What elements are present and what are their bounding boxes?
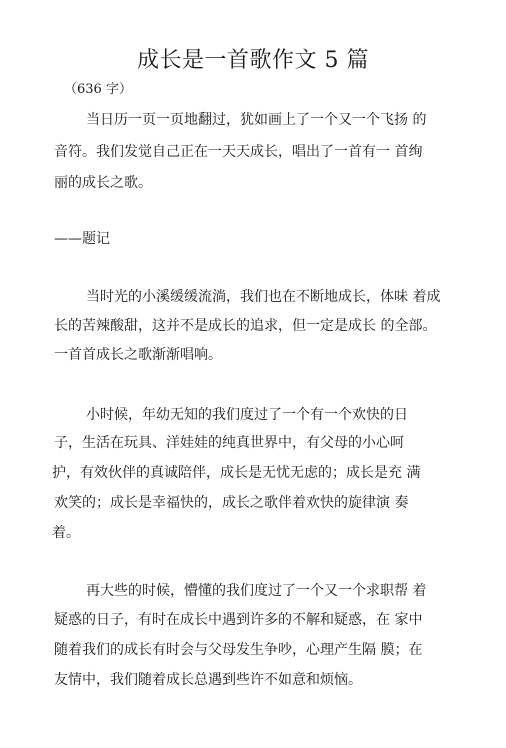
paragraph-line: 着。 [52,525,80,541]
paragraph-line: 欢笑的；成长是幸福快的，成长之歌伴着欢快的旋律演 奏 [54,495,409,511]
paragraph-line: 子，生活在玩具、洋娃娃的纯真世界中，有父母的小心呵 [54,435,404,451]
paragraph-line: 再大些的时候，懵懂的我们度过了一个又一个求职帮 着 [86,583,427,599]
paragraph-line: 护，有效伙伴的真诚陪伴，成长是无忧无虑的；成长是充 满 [52,465,421,481]
paragraph-line: 随着我们的成长有时会与父母发生争吵，心理产生隔 膜；在 [54,642,423,658]
paragraph-line: 一首首成长之歌渐渐唱响。 [54,347,222,363]
paragraph-line: 小时候，年幼无知的我们度过了一个有一个欢快的日 [86,407,408,423]
paragraph-line: 丽的成长之歌。 [54,175,152,191]
paragraph-line: 友情中，我们随着成长总遇到些许不如意和烦恼。 [54,672,362,688]
paragraph-line: 当时光的小溪缓缓流淌，我们也在不断地成长，体味 着成 [86,289,441,305]
paragraph-line: 长的苦辣酸甜，这并不是成长的追求，但一定是成长 的全部。 [54,318,437,334]
epigraph-attribution: ——题记 [54,231,110,247]
paragraph-line: 疑惑的日子，有时在成长中遇到许多的不解和疑惑，在 家中 [54,612,423,628]
paragraph-line: 当日历一页一页地翻过，犹如画上了一个又一个飞扬 的 [86,112,427,128]
word-count: （636 字） [64,82,132,97]
document-title: 成长是一首歌作文 5 篇 [137,48,369,73]
paragraph-line: 音符。我们发觉自己正在一天天成长，唱出了一首有一 首绚 [54,144,423,160]
